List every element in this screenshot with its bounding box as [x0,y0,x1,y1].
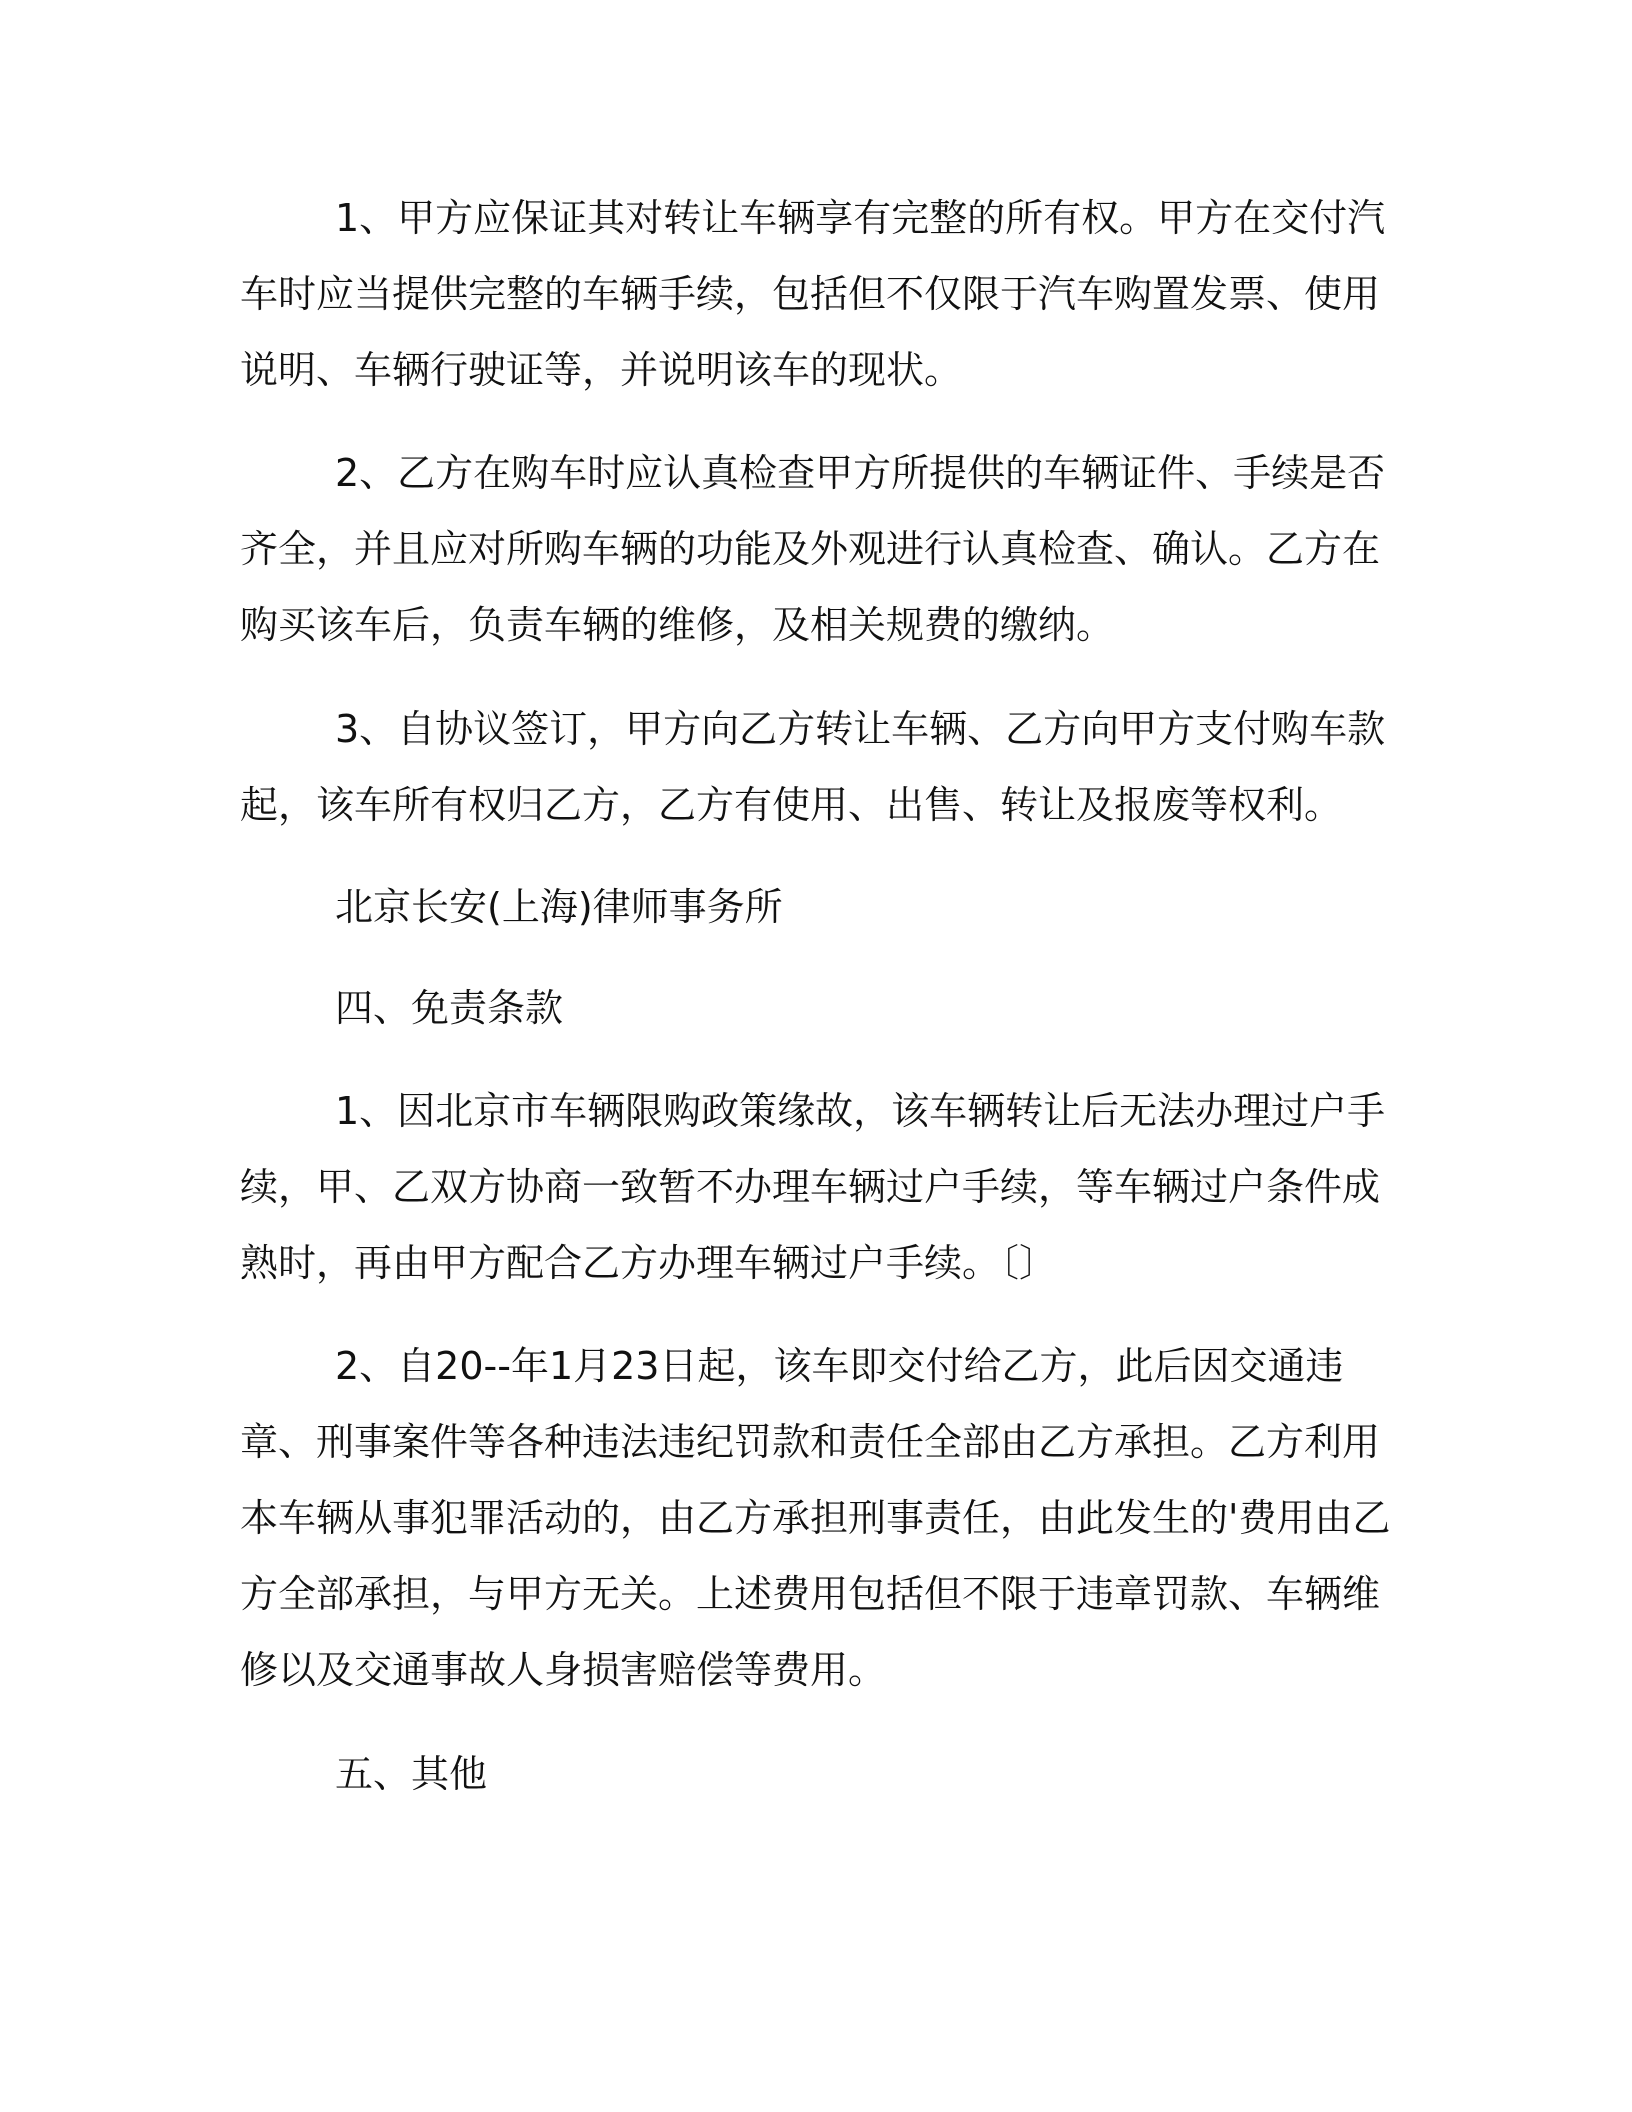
disclaimer-2-line-5: 修以及交通事故人身损害赔偿等费用。 [240,1648,887,1692]
clause-2-line-1: 2、乙方在购车时应认真检查甲方所提供的车辆证件、手续是否 [335,451,1386,495]
law-firm-name: 北京长安(上海)律师事务所 [335,885,783,929]
clause-1-line-2: 车时应当提供完整的车辆手续，包括但不仅限于汽车购置发票、使用 [240,272,1381,316]
section-heading-other: 五、其他 [335,1752,488,1796]
section-heading-disclaimer: 四、免责条款 [335,986,564,1030]
disclaimer-2-line-2: 章、刑事案件等各种违法违纪罚款和责任全部由乙方承担。乙方利用 [240,1420,1381,1464]
clause-1-line-1: 1、甲方应保证其对转让车辆享有完整的所有权。甲方在交付汽 [335,196,1386,240]
clause-1-line-3: 说明、车辆行驶证等，并说明该车的现状。 [240,348,963,392]
disclaimer-2-line-4: 方全部承担，与甲方无关。上述费用包括但不限于违章罚款、车辆维 [240,1572,1381,1616]
clause-2-line-3: 购买该车后，负责车辆的维修，及相关规费的缴纳。 [240,603,1115,647]
clause-3-line-2: 起，该车所有权归乙方，乙方有使用、出售、转让及报废等权利。 [240,783,1343,827]
disclaimer-2-line-3: 本车辆从事犯罪活动的，由乙方承担刑事责任，由此发生的'费用由乙 [240,1496,1391,1540]
clause-2-line-2: 齐全，并且应对所购车辆的功能及外观进行认真检查、确认。乙方在 [240,527,1381,571]
disclaimer-1-line-1: 1、因北京市车辆限购政策缘故，该车辆转让后无法办理过户手 [335,1089,1386,1133]
disclaimer-1-line-3: 熟时，再由甲方配合乙方办理车辆过户手续。〔〕 [240,1241,1058,1285]
disclaimer-1-line-2: 续，甲、乙双方协商一致暂不办理车辆过户手续，等车辆过户条件成 [240,1165,1381,1209]
clause-3-line-1: 3、自协议签订，甲方向乙方转让车辆、乙方向甲方支付购车款 [335,707,1386,751]
disclaimer-2-line-1: 2、自20--年1月23日起，该车即交付给乙方，此后因交通违 [335,1344,1344,1388]
